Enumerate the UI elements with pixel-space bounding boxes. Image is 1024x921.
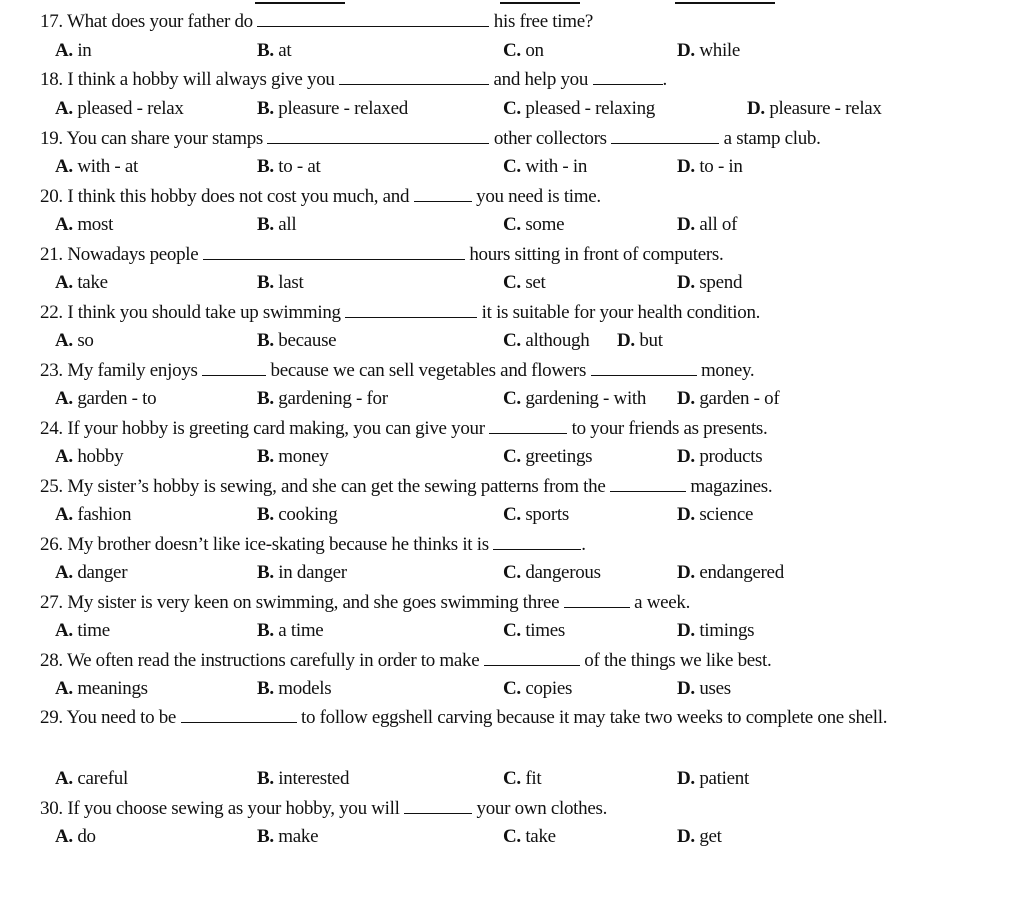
option-30a[interactable]: A. do (55, 826, 96, 847)
option-28b[interactable]: B. models (257, 678, 332, 699)
option-25d[interactable]: D. science (677, 504, 754, 525)
option-24c[interactable]: C. greetings (503, 446, 593, 467)
option-18b[interactable]: B. pleasure - relaxed (257, 98, 408, 119)
option-21c[interactable]: C. set (503, 272, 546, 293)
option-18d[interactable]: D. pleasure - relax (747, 98, 882, 119)
option-21a[interactable]: A. take (55, 272, 108, 293)
answer-blank[interactable] (591, 359, 697, 376)
question-28: 28. We often read the instructions carefully in order to make of the things we like best. (40, 650, 772, 671)
option-28a[interactable]: A. meanings (55, 678, 148, 699)
option-19a[interactable]: A. with - at (55, 156, 138, 177)
option-27b[interactable]: B. a time (257, 620, 324, 641)
question-22: 22. I think you should take up swimming it is suitable for your health condition. (40, 302, 761, 323)
option-24a[interactable]: A. hobby (55, 446, 124, 467)
option-30b[interactable]: B. make (257, 826, 319, 847)
option-25a[interactable]: A. fashion (55, 504, 132, 525)
answer-blank[interactable] (203, 243, 465, 260)
answer-blank[interactable] (345, 301, 477, 318)
option-19b[interactable]: B. to - at (257, 156, 321, 177)
option-26d[interactable]: D. endangered (677, 562, 784, 583)
answer-blank[interactable] (564, 591, 630, 608)
option-29a[interactable]: A. careful (55, 768, 128, 789)
option-24b[interactable]: B. money (257, 446, 329, 467)
answer-blank[interactable] (610, 475, 686, 492)
question-25: 25. My sister’s hobby is sewing, and she can get the sewing patterns from the magazines. (40, 476, 773, 497)
option-21d[interactable]: D. spend (677, 272, 743, 293)
question-19: 19. You can share your stamps other collectors a stamp club. (40, 128, 821, 149)
option-26b[interactable]: B. in danger (257, 562, 347, 583)
option-22d[interactable]: D. but (617, 330, 663, 351)
option-20b[interactable]: B. all (257, 214, 297, 235)
answer-blank[interactable] (414, 185, 472, 202)
option-29b[interactable]: B. interested (257, 768, 350, 789)
option-19c[interactable]: C. with - in (503, 156, 588, 177)
option-18a[interactable]: A. pleased - relax (55, 98, 184, 119)
question-17: 17. What does your father do his free time? (40, 11, 593, 32)
option-30c[interactable]: C. take (503, 826, 556, 847)
option-17d[interactable]: D. while (677, 40, 741, 61)
question-23: 23. My family enjoys because we can sell vegetables and flowers money. (40, 360, 755, 381)
question-18: 18. I think a hobby will always give you and help you . (40, 69, 667, 90)
question-30: 30. If you choose sewing as your hobby, you will your own clothes. (40, 798, 608, 819)
option-23d[interactable]: D. garden - of (677, 388, 780, 409)
answer-blank[interactable] (267, 127, 489, 144)
option-23b[interactable]: B. gardening - for (257, 388, 388, 409)
option-27d[interactable]: D. timings (677, 620, 755, 641)
answer-blank[interactable] (593, 68, 663, 85)
option-25b[interactable]: B. cooking (257, 504, 338, 525)
option-21b[interactable]: B. last (257, 272, 304, 293)
option-20a[interactable]: A. most (55, 214, 114, 235)
option-19d[interactable]: D. to - in (677, 156, 743, 177)
answer-blank[interactable] (611, 127, 719, 144)
option-17a[interactable]: A. in (55, 40, 92, 61)
answer-blank[interactable] (257, 10, 489, 27)
answer-blank[interactable] (493, 533, 581, 550)
question-26: 26. My brother doesn’t like ice-skating because he thinks it is . (40, 534, 586, 555)
answer-blank[interactable] (484, 649, 580, 666)
question-27: 27. My sister is very keen on swimming, and she goes swimming three a week. (40, 592, 691, 613)
option-26c[interactable]: C. dangerous (503, 562, 601, 583)
option-23c[interactable]: C. gardening - with (503, 388, 647, 409)
answer-blank[interactable] (404, 797, 472, 814)
answer-blank[interactable] (339, 68, 489, 85)
question-29: 29. You need to be to follow eggshell carving because it may take two weeks to complete one shell. (40, 707, 888, 728)
option-18c[interactable]: C. pleased - relaxing (503, 98, 655, 119)
option-27c[interactable]: C. times (503, 620, 565, 641)
question-20: 20. I think this hobby does not cost you much, and you need is time. (40, 186, 601, 207)
option-20d[interactable]: D. all of (677, 214, 738, 235)
option-27a[interactable]: A. time (55, 620, 110, 641)
answer-blank[interactable] (489, 417, 567, 434)
option-22c[interactable]: C. although (503, 330, 590, 351)
answer-blank[interactable] (181, 706, 297, 723)
answer-blank[interactable] (202, 359, 266, 376)
option-24d[interactable]: D. products (677, 446, 763, 467)
option-20c[interactable]: C. some (503, 214, 565, 235)
cropped-prev-option (500, 0, 580, 4)
option-25c[interactable]: C. sports (503, 504, 569, 525)
option-30d[interactable]: D. get (677, 826, 722, 847)
option-17c[interactable]: C. on (503, 40, 544, 61)
option-26a[interactable]: A. danger (55, 562, 128, 583)
option-22a[interactable]: A. so (55, 330, 94, 351)
option-29c[interactable]: C. fit (503, 768, 542, 789)
option-22b[interactable]: B. because (257, 330, 337, 351)
option-29d[interactable]: D. patient (677, 768, 749, 789)
question-24: 24. If your hobby is greeting card making, you can give your to your friends as presents. (40, 418, 768, 439)
question-21: 21. Nowadays people hours sitting in front of computers. (40, 244, 724, 265)
option-28d[interactable]: D. uses (677, 678, 731, 699)
option-23a[interactable]: A. garden - to (55, 388, 157, 409)
cropped-prev-option (255, 0, 345, 4)
option-28c[interactable]: C. copies (503, 678, 573, 699)
cropped-prev-option (675, 0, 775, 4)
option-17b[interactable]: B. at (257, 40, 292, 61)
